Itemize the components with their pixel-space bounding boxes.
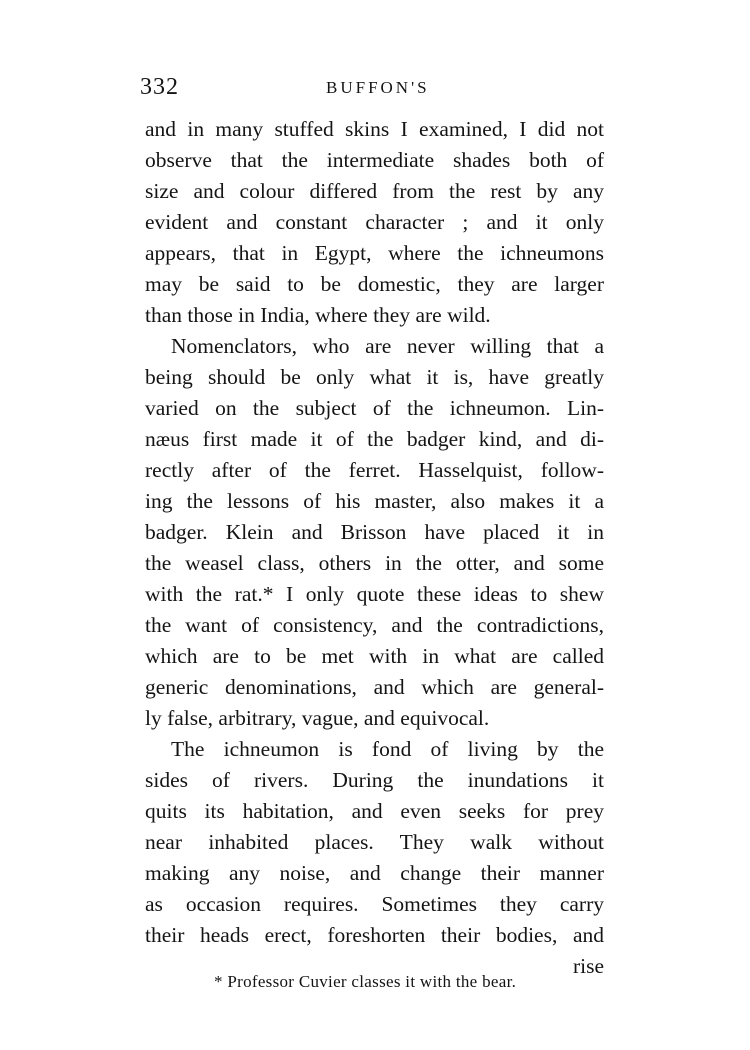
text-line: being should be only what it is, have greatly <box>145 365 604 389</box>
text-line: making any noise, and change their manner <box>145 861 604 885</box>
text-line: the weasel class, others in the otter, and some <box>145 551 604 575</box>
paragraph-first-line: Nomenclators, who are never willing that a <box>171 334 604 358</box>
text-line: as occasion requires. Sometimes they carry <box>145 892 604 916</box>
body-text <box>145 114 604 982</box>
text-line: observe that the intermediate shades both of <box>145 148 604 172</box>
text-line: ly false, arbitrary, vague, and equivocal. <box>145 706 490 730</box>
text-line: generic denominations, and which are general- <box>145 675 604 699</box>
text-line: near inhabited places. They walk without <box>145 830 604 854</box>
text-line: rectly after of the ferret. Hasselquist, follow- <box>145 458 604 482</box>
footnote: * Professor Cuvier classes it with the bear. <box>214 972 517 991</box>
page-number: 332 <box>140 74 179 100</box>
catchword: rise <box>572 954 604 978</box>
text-line: may be said to be domestic, they are larger <box>145 272 604 296</box>
text-line: næus first made it of the badger kind, and di- <box>145 427 604 451</box>
text-line: ing the lessons of his master, also makes it a <box>145 489 604 513</box>
text-line: the want of consistency, and the contradictions, <box>145 613 604 637</box>
text-line: evident and constant character ; and it only <box>145 210 604 234</box>
page-header <box>140 74 610 104</box>
text-line: than those in India, where they are wild. <box>145 303 491 327</box>
text-line: their heads erect, foreshorten their bodies, and <box>145 923 604 947</box>
text-line: quits its habitation, and even seeks for prey <box>145 799 604 823</box>
text-line: varied on the subject of the ichneumon. Lin- <box>145 396 604 420</box>
text-line: size and colour differed from the rest by any <box>145 179 604 203</box>
text-line: with the rat.* I only quote these ideas to shew <box>145 582 604 606</box>
running-head: BUFFON'S <box>326 78 430 97</box>
text-line: appears, that in Egypt, where the ichneumons <box>145 241 604 265</box>
paragraph-first-line: The ichneumon is fond of living by the <box>171 737 604 761</box>
text-line: which are to be met with in what are called <box>145 644 604 668</box>
text-line: and in many stuffed skins I examined, I did not <box>145 117 604 141</box>
text-line: sides of rivers. During the inundations it <box>145 768 604 792</box>
text-line: badger. Klein and Brisson have placed it in <box>145 520 604 544</box>
